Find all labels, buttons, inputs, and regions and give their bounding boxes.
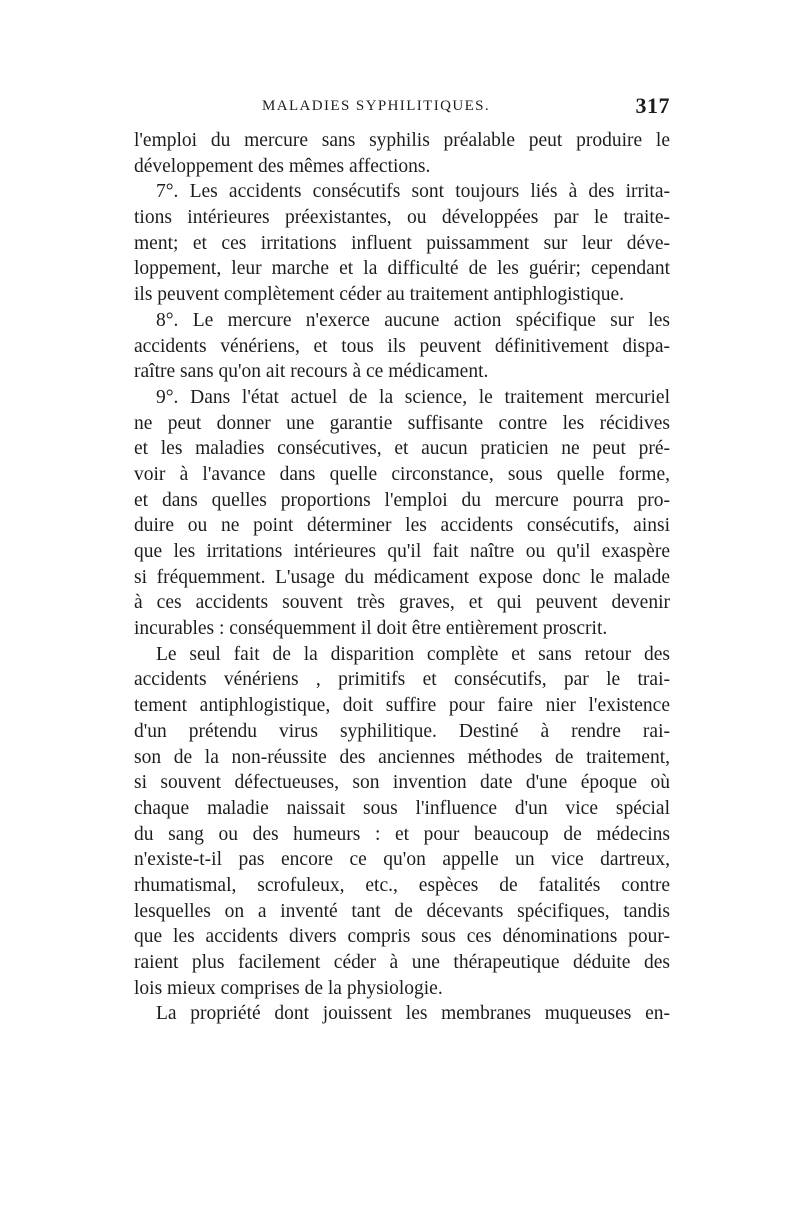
- running-head: [140, 93, 670, 128]
- text-line: La propriété dont jouissent les membranes muqueuses en-: [156, 1003, 670, 1025]
- text-line: si fréquemment. L'usage du médicament expose donc le malade: [134, 566, 670, 588]
- text-line: l'emploi du mercure sans syphilis préalable peut produire le: [134, 130, 670, 151]
- text-line: que les accidents divers compris sous ces dénominations pour-: [134, 926, 670, 948]
- text-line: son de la non-réussite des anciennes méthodes de traitement,: [134, 746, 670, 768]
- text-line: voir à l'avance dans quelle circonstance, sous quelle forme,: [134, 463, 670, 485]
- text-line: ment; et ces irritations influent puissamment sur leur déve-: [134, 232, 670, 254]
- body-text: [134, 128, 670, 1027]
- text-line: accidents vénériens , primitifs et consécutifs, par le trai-: [134, 669, 670, 691]
- text-line: raître sans qu'on ait recours à ce médicament.: [134, 361, 489, 383]
- page-number: 317: [635, 93, 670, 118]
- text-line: si souvent défectueuses, son invention date d'une époque où: [134, 772, 670, 794]
- text-line: 7°. Les accidents consécutifs sont toujours liés à des irrita-: [156, 181, 670, 203]
- running-title: MALADIES SYPHILITIQUES.: [262, 98, 491, 114]
- text-line: que les irritations intérieures qu'il fait naître ou qu'il exaspère: [134, 541, 670, 562]
- text-line: loppement, leur marche et la difficulté de les guérir; cependant: [134, 258, 670, 280]
- text-line: rhumatismal, scrofuleux, etc., espèces de fatalités contre: [134, 874, 670, 896]
- text-line: ils peuvent complètement céder au traitement antiphlogistique.: [134, 284, 625, 306]
- text-line: du sang ou des humeurs : et pour beaucoup de médecins: [134, 823, 670, 845]
- text-line: chaque maladie naissait sous l'influence d'un vice spécial: [134, 797, 670, 819]
- text-line: lois mieux comprises de la physiologie.: [134, 977, 443, 999]
- text-line: 8°. Le mercure n'exerce aucune action spécifique sur les: [156, 309, 670, 331]
- text-line: duire ou ne point déterminer les accidents consécutifs, ainsi: [134, 515, 670, 537]
- text-line: lesquelles on a inventé tant de décevants spécifiques, tandis: [134, 900, 670, 922]
- text-line: à ces accidents souvent très graves, et qui peuvent devenir: [134, 592, 670, 614]
- text-line: et les maladies consécutives, et aucun praticien ne peut pré-: [134, 438, 670, 460]
- text-line: d'un prétendu virus syphilitique. Destiné à rendre rai-: [134, 720, 670, 742]
- text-line: n'existe-t-il pas encore ce qu'on appelle un vice dartreux,: [134, 849, 670, 871]
- text-line: accidents vénériens, et tous ils peuvent définitivement dispa-: [134, 335, 670, 357]
- text-line: Le seul fait de la disparition complète et sans retour des: [156, 643, 670, 665]
- text-line: développement des mêmes affections.: [134, 155, 431, 177]
- text-line: raient plus facilement céder à une thérapeutique déduite des: [134, 952, 670, 973]
- text-line: 9°. Dans l'état actuel de la science, le traitement mercuriel: [156, 386, 670, 408]
- text-line: incurables : conséquemment il doit être entièrement proscrit.: [134, 618, 608, 640]
- text-line: tions intérieures préexistantes, ou développées par le traite-: [134, 207, 670, 229]
- text-line: et dans quelles proportions l'emploi du mercure pourra pro-: [134, 489, 670, 511]
- text-line: ne peut donner une garantie suffisante contre les récidives: [134, 412, 670, 434]
- text-line: tement antiphlogistique, doit suffire pour faire nier l'existence: [134, 695, 670, 717]
